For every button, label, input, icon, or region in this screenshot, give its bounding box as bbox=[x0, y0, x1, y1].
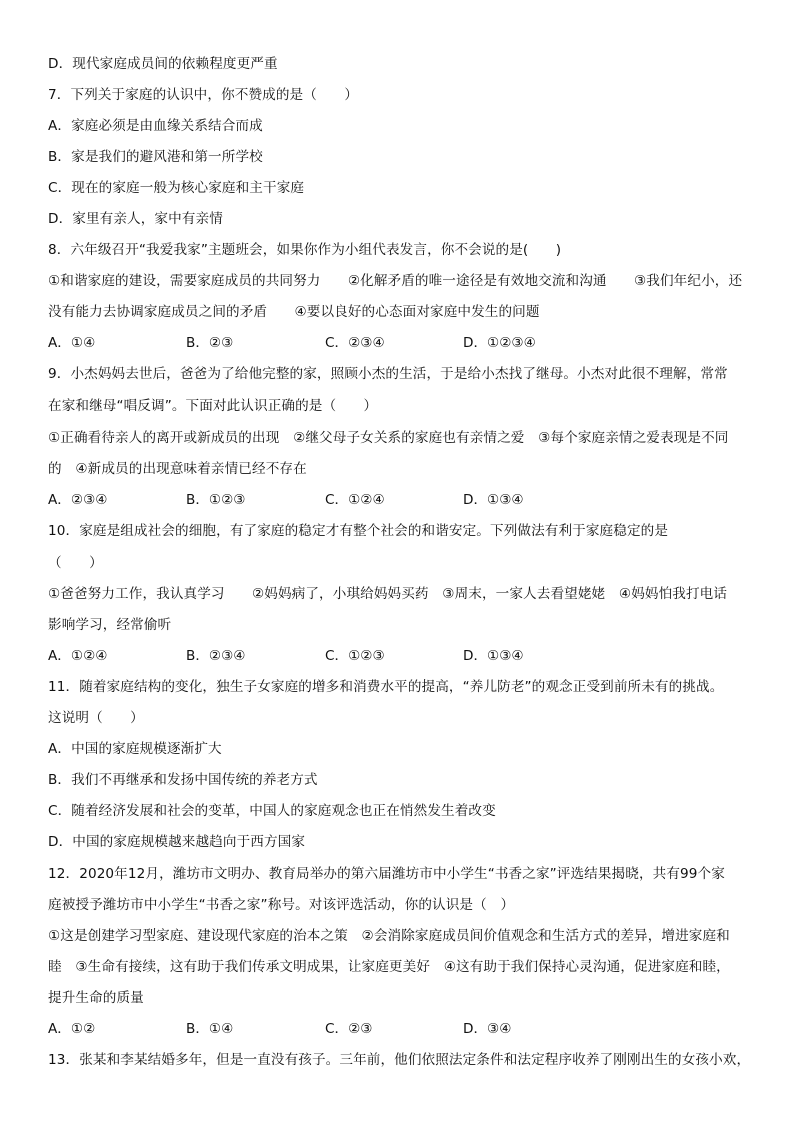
q8-option-b: B．②③ bbox=[186, 335, 234, 351]
q13-stem-line-1: 13．张某和李某结婚多年，但是一直没有孩子。三年前，他们依照法定条件和法定程序收养了刚刚出生的女孩小欢， bbox=[48, 1052, 751, 1068]
q10-option-a: A．①②④ bbox=[48, 648, 108, 664]
q10-option-b: B．②③④ bbox=[186, 648, 246, 664]
q12-option-b: B．①④ bbox=[186, 1021, 234, 1037]
q7-option-c: C．现在的家庭一般为核心家庭和主干家庭 bbox=[48, 180, 305, 196]
q10-statements-line-1: ①爸爸努力工作，我认真学习 ②妈妈病了，小琪给妈妈买药 ③周末，一家人去看望姥姥 ④妈妈怕我打电话 bbox=[48, 586, 728, 602]
q9-option-b: B．①②③ bbox=[186, 492, 246, 508]
q8-option-d: D．①②③④ bbox=[463, 335, 536, 351]
q10-statements-line-2: 影响学习，经常偷听 bbox=[48, 617, 172, 633]
q12-option-c: C．②③ bbox=[325, 1021, 373, 1037]
q9-option-d: D．①③④ bbox=[463, 492, 524, 508]
q12-stem-line-2: 庭被授予潍坊市中小学生“书香之家”称号。对该评选活动，你的认识是（ ） bbox=[48, 897, 515, 913]
q10-stem: 10．家庭是组成社会的细胞，有了家庭的稳定才有整个社会的和谐安定。下列做法有利于家庭稳定的是 bbox=[48, 523, 669, 539]
q10-option-c: C．①②③ bbox=[325, 648, 385, 664]
q12-option-d: D．③④ bbox=[463, 1021, 512, 1037]
q11-option-d: D．中国的家庭规模越来越趋向于西方国家 bbox=[48, 834, 306, 850]
q8-statements-line-2: 没有能力去协调家庭成员之间的矛盾 ④要以良好的心态面对家庭中发生的问题 bbox=[48, 304, 540, 320]
q7-option-a: A．家庭必须是由血缘关系结合而成 bbox=[48, 118, 263, 134]
q7-option-d: D．家里有亲人，家中有亲情 bbox=[48, 211, 223, 227]
q8-stem: 8．六年级召开“我爱我家”主题班会，如果你作为小组代表发言，你不会说的是( ) bbox=[48, 242, 562, 258]
q9-stem-line-2: 在家和继母“唱反调”。下面对此认识正确的是（ ） bbox=[48, 398, 378, 414]
q11-stem-line-2: 这说明（ ） bbox=[48, 710, 144, 726]
q6-option-d: D．现代家庭成员间的依赖程度更严重 bbox=[48, 56, 278, 72]
q9-option-c: C．①②④ bbox=[325, 492, 385, 508]
q12-option-a: A．①② bbox=[48, 1021, 96, 1037]
q8-option-a: A．①④ bbox=[48, 335, 96, 351]
q9-option-a: A．②③④ bbox=[48, 492, 108, 508]
q11-stem-line-1: 11．随着家庭结构的变化，独生子女家庭的增多和消费水平的提高，“养儿防老”的观念正受到前所未有的挑战。 bbox=[48, 679, 724, 695]
q7-option-b: B．家是我们的避风港和第一所学校 bbox=[48, 149, 263, 165]
q7-stem: 7．下列关于家庭的认识中，你不赞成的是（ ） bbox=[48, 87, 359, 103]
q12-statements-line-3: 提升生命的质量 bbox=[48, 990, 144, 1006]
q8-option-c: C．②③④ bbox=[325, 335, 385, 351]
q11-option-c: C．随着经济发展和社会的变革，中国人的家庭观念也正在悄然发生着改变 bbox=[48, 803, 496, 819]
q9-statements-line-1: ①正确看待亲人的离开或新成员的出现 ②继父母子女关系的家庭也有亲情之爱 ③每个家庭亲情之爱表现是不同 bbox=[48, 430, 729, 446]
q9-options bbox=[48, 490, 748, 510]
q12-statements-line-2: 睦 ③生命有接续，这有助于我们传承文明成果，让家庭更美好 ④这有助于我们保持心灵沟通，促进家庭和睦， bbox=[48, 959, 730, 975]
q9-stem-line-1: 9．小杰妈妈去世后，爸爸为了给他完整的家，照顾小杰的生活，于是给小杰找了继母。小杰对此很不理解，常常 bbox=[48, 366, 728, 382]
q10-options bbox=[48, 646, 748, 666]
q8-statements-line-1: ①和谐家庭的建设，需要家庭成员的共同努力 ②化解矛盾的唯一途径是有效地交流和沟通 ③我们年纪小，还 bbox=[48, 273, 743, 289]
q11-option-a: A．中国的家庭规模逐渐扩大 bbox=[48, 741, 222, 757]
q12-statements-line-1: ①这是创建学习型家庭、建设现代家庭的治本之策 ②会消除家庭成员间价值观念和生活方式的差异，增进家庭和 bbox=[48, 928, 730, 944]
q10-option-d: D．①③④ bbox=[463, 648, 524, 664]
q9-statements-line-2: 的 ④新成员的出现意味着亲情已经不存在 bbox=[48, 461, 307, 477]
q12-stem-line-1: 12．2020年12月，潍坊市文明办、教育局举办的第六届潍坊市中小学生“书香之家”评选结果揭晓，共有99个家 bbox=[48, 866, 725, 882]
q11-option-b: B．我们不再继承和发扬中国传统的养老方式 bbox=[48, 772, 318, 788]
q12-options bbox=[48, 1019, 748, 1039]
q8-options bbox=[48, 333, 748, 353]
q10-answer-paren: （ ） bbox=[48, 555, 103, 571]
